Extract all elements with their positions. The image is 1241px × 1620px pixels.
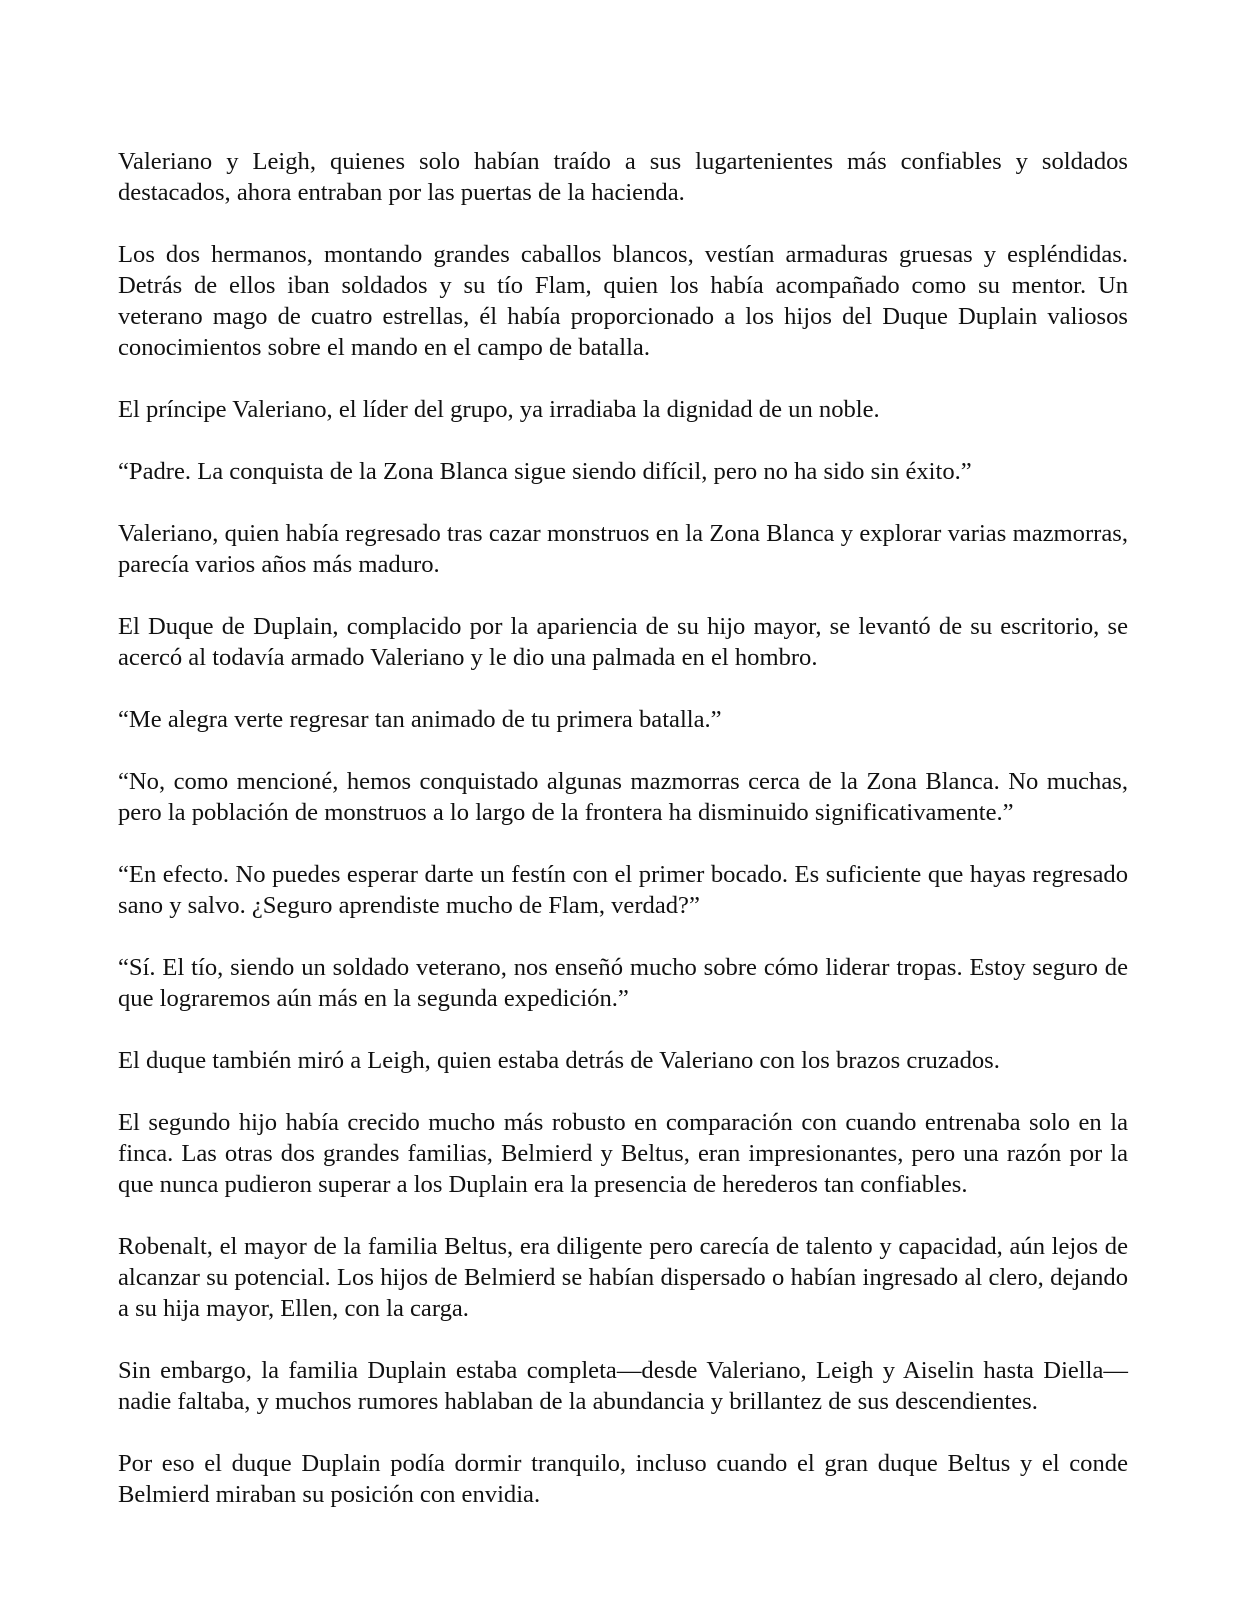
paragraph-1: Valeriano y Leigh, quienes solo habían traído a sus lugartenientes más confiables y soldados destacados, ahora entraban por las puertas de la hacienda. — [118, 148, 1128, 206]
paragraph-7: “Me alegra verte regresar tan animado de tu primera batalla.” — [118, 706, 722, 733]
paragraph-13: Robenalt, el mayor de la familia Beltus, era diligente pero carecía de talento y capacidad, aún lejos de alcanzar su potencial. Los hijos de Belmierd se habían dispersado o habían ingresado al clero, dejando a su hija mayor, Ellen, con la carga. — [118, 1233, 1128, 1322]
paragraph-5: Valeriano, quien había regresado tras cazar monstruos en la Zona Blanca y explorar varias mazmorras, parecía varios años más maduro. — [118, 520, 1128, 578]
paragraph-8: “No, como mencioné, hemos conquistado algunas mazmorras cerca de la Zona Blanca. No muchas, pero la población de monstruos a lo largo de la frontera ha disminuido significativamente.” — [118, 768, 1128, 826]
paragraph-10: “Sí. El tío, siendo un soldado veterano, nos enseñó mucho sobre cómo liderar tropas. Estoy seguro de que lograremos aún más en la segunda expedición.” — [118, 954, 1128, 1012]
paragraph-11: El duque también miró a Leigh, quien estaba detrás de Valeriano con los brazos cruzados. — [118, 1047, 1000, 1074]
document-page — [118, 146, 1128, 1510]
paragraph-14: Sin embargo, la familia Duplain estaba completa—desde Valeriano, Leigh y Aiselin hasta Diella—nadie faltaba, y muchos rumores hablaban de la abundancia y brillantez de sus descendientes. — [118, 1357, 1128, 1415]
paragraph-6: El Duque de Duplain, complacido por la apariencia de su hijo mayor, se levantó de su escritorio, se acercó al todavía armado Valeriano y le dio una palmada en el hombro. — [118, 613, 1128, 671]
paragraph-2: Los dos hermanos, montando grandes caballos blancos, vestían armaduras gruesas y espléndidas. Detrás de ellos iban soldados y su tío Flam, quien los había acompañado como su mentor. Un veterano mago de cuatro estrellas, él había proporcionado a los hijos del Duque Duplain valiosos conocimientos sobre el mando en el campo de batalla. — [118, 241, 1128, 361]
paragraph-9: “En efecto. No puedes esperar darte un festín con el primer bocado. Es suficiente que hayas regresado sano y salvo. ¿Seguro aprendiste mucho de Flam, verdad?” — [118, 861, 1128, 919]
paragraph-12: El segundo hijo había crecido mucho más robusto en comparación con cuando entrenaba solo en la finca. Las otras dos grandes familias, Belmierd y Beltus, eran impresionantes, pero una razón por la que nunca pudieron superar a los Duplain era la presencia de herederos tan confiables. — [118, 1109, 1128, 1198]
paragraph-4: “Padre. La conquista de la Zona Blanca sigue siendo difícil, pero no ha sido sin éxito.” — [118, 458, 972, 485]
paragraph-15: Por eso el duque Duplain podía dormir tranquilo, incluso cuando el gran duque Beltus y el conde Belmierd miraban su posición con envidia. — [118, 1450, 1128, 1508]
paragraph-3: El príncipe Valeriano, el líder del grupo, ya irradiaba la dignidad de un noble. — [118, 396, 880, 423]
